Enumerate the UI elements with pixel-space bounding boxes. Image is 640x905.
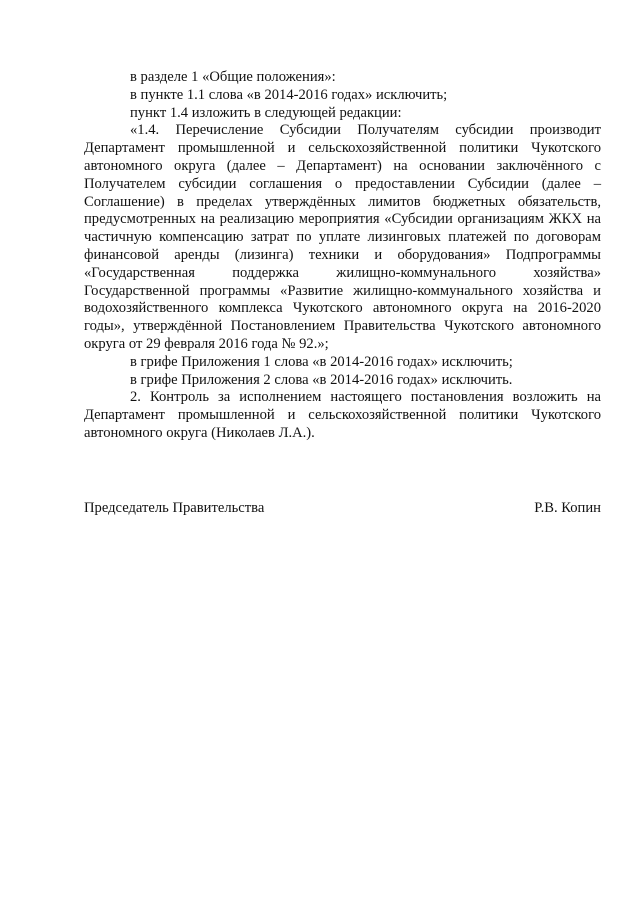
paragraph-item-1-4-intro: пункт 1.4 изложить в следующей редакции: xyxy=(130,104,402,121)
paragraph-item-1-1: в пункте 1.1 слова «в 2014-2016 годах» исключить; xyxy=(130,86,448,103)
paragraph-section-1-intro: в разделе 1 «Общие положения»: xyxy=(130,69,336,85)
paragraph-control: 2. Контроль за исполнением настоящего постановления возложить на Департамент промышленной и сельскохозяйственной политики Чукотского автономного округа (Николаев Л.А.). xyxy=(84,389,601,441)
signature-title: Председатель Правительства xyxy=(84,500,265,516)
paragraph-appendix-1: в грифе Приложения 1 слова «в 2014-2016 годах» исключить; xyxy=(130,353,513,370)
paragraph-appendix-2: в грифе Приложения 2 слова «в 2014-2016 годах» исключить. xyxy=(130,371,513,388)
paragraph-item-1-4-text: «1.4. Перечисление Субсидии Получателям субсидии производит Департамент промышленной и сельскохозяйственной политики Чукотского автономного округа (далее – Департамент) на основании заключённого с Получателем субсидии соглашения о предоставлении Субсидии (далее – Соглашение) в пределах утверждённых лимитов бюджетных обязательств, предусмотренных на реализацию мероприятия «Субсидии организациям ЖКХ на частичную компенсацию затрат по уплате лизинговых платежей по договорам финансовой аренды (лизинга) техники и оборудования» Подпрограммы «Государственная поддержка жилищно-коммунального хозяйства» Государственной программы «Развитие жилищно-коммунального хозяйства и водохозяйственного комплекса Чукотского автономного округа на 2016-2020 годы», утверждённой Постановлением Правительства Чукотского автономного округа от 29 февраля 2016 года № 92.»; xyxy=(84,122,601,352)
signature-name: Р.В. Копин xyxy=(534,500,601,516)
signature-block xyxy=(84,500,601,520)
document-body xyxy=(84,69,601,443)
